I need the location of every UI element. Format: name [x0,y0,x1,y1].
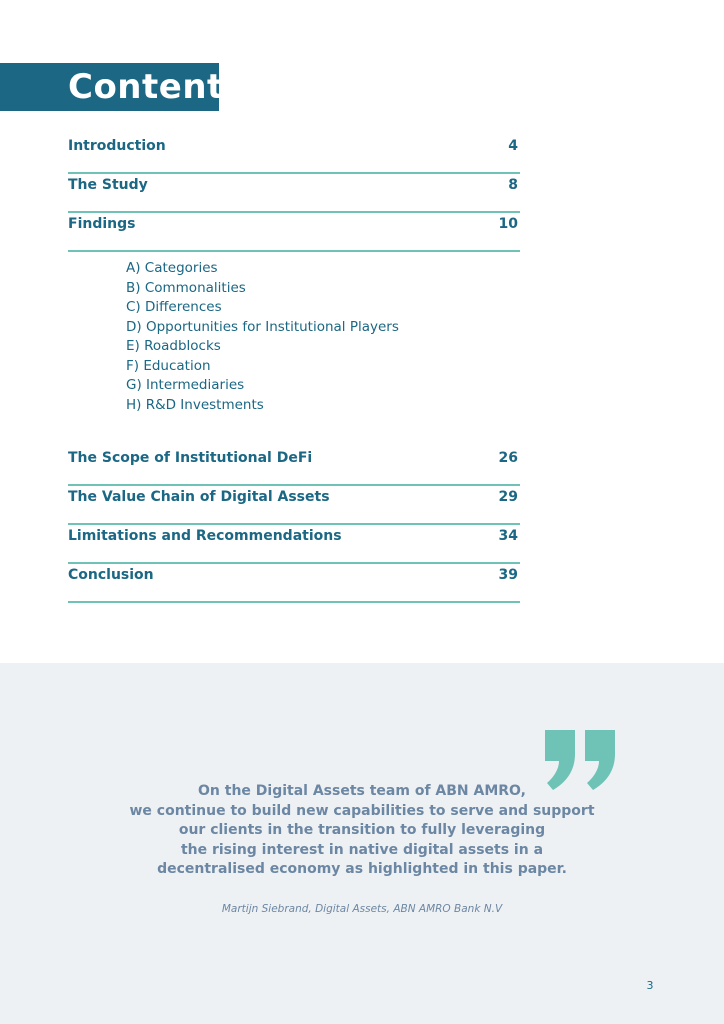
toc-label: The Scope of Institutional DeFi [68,450,313,466]
toc-row-introduction[interactable] [68,135,520,174]
findings-subsection-item[interactable]: E) Roadblocks [126,338,221,354]
quote-line: the rising interest in native digital assets in a [180,841,544,858]
findings-subsection-item[interactable]: H) R&D Investments [126,396,264,413]
toc-page-number: 34 [498,528,518,544]
findings-subsection-item[interactable]: B) Commonalities [126,279,246,296]
toc-label: Conclusion [68,567,154,583]
toc-page-number: 4 [508,138,518,154]
toc-row-limitations[interactable] [68,525,520,564]
findings-subsection-list [126,259,399,415]
toc-label: Findings [68,216,136,232]
toc-row-value-chain[interactable] [68,486,520,525]
pull-quote [112,782,612,880]
findings-subsection-item[interactable]: G) Intermediaries [126,377,245,393]
toc-row-the-study[interactable] [68,174,520,213]
toc-label: Limitations and Recommendations [68,528,342,544]
page-title: Content [68,67,224,107]
toc-row-findings[interactable] [68,213,520,252]
quote-line: we continue to build new capabilities to serve and support [129,802,595,819]
toc-row-conclusion[interactable] [68,564,520,603]
toc-page-number: 29 [498,489,518,505]
toc-page-number: 26 [498,450,518,466]
findings-subsection-item[interactable]: A) Categories [126,260,218,276]
toc-label: Introduction [68,138,166,154]
findings-subsection-item[interactable]: F) Education [126,357,211,374]
quote-line: decentralised economy as highlighted in this paper. [157,861,567,877]
toc-page-number: 8 [508,177,518,193]
quote-line: our clients in the transition to fully leveraging [178,822,546,838]
toc-page-number: 39 [498,567,518,583]
page-number: 3 [646,979,654,992]
findings-subsection-item[interactable]: D) Opportunities for Institutional Players [126,318,399,335]
findings-subsection-item[interactable]: C) Differences [126,299,222,315]
quote-attribution: Martijn Siebrand, Digital Assets, ABN AMRO Bank N.V [221,903,503,915]
toc-row-scope-of-institutional-defi[interactable] [68,447,520,486]
toc-label: The Study [68,177,148,193]
quote-line: On the Digital Assets team of ABN AMRO, [198,783,526,799]
toc-label: The Value Chain of Digital Assets [68,489,330,505]
toc-page-number: 10 [498,216,518,232]
